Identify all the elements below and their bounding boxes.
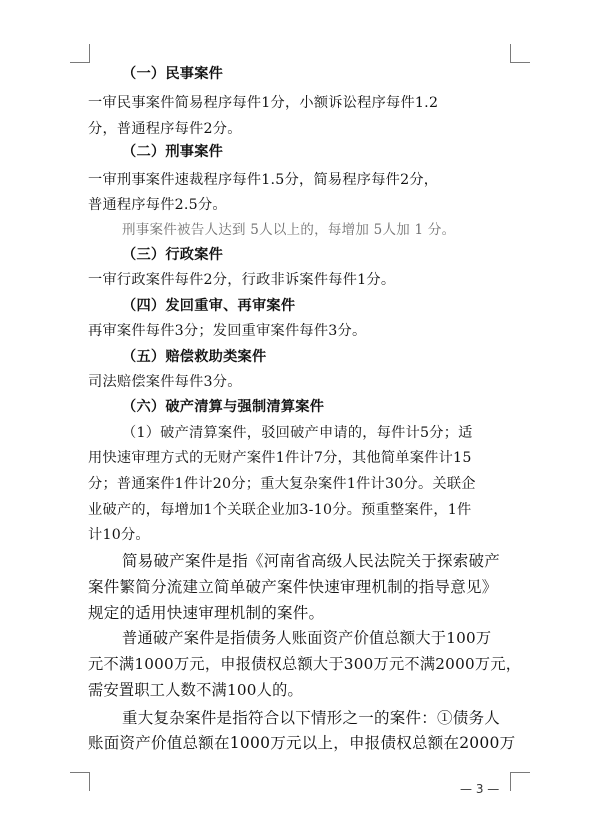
paragraph-line: 重大复杂案件是指符合以下情形之一的案件：①债务人 — [122, 709, 501, 727]
paragraph-line: 一审行政案件每件2分，行政非诉案件每件1分。 — [88, 272, 396, 288]
crop-mark-top-right-v — [510, 44, 511, 63]
crop-mark-top-right-h — [510, 62, 530, 63]
paragraph-line: 一审刑事案件速裁程序每件1.5分，简易程序每件2分， — [88, 172, 439, 188]
heading-civil-cases: （一）民事案件 — [122, 66, 224, 82]
heading-administrative-cases: （三）行政案件 — [122, 247, 224, 263]
crop-mark-top-left-h — [70, 62, 90, 63]
heading-retrial-cases: （四）发回重审、再审案件 — [122, 298, 296, 314]
crop-mark-bottom-left-h — [70, 772, 90, 773]
paragraph-line: 案件繁简分流建立简单破产案件快速审理机制的指导意见》 — [88, 578, 498, 596]
paragraph-line: 用快速审理方式的无财产案件1件计7分，其他简单案件计15 — [88, 450, 472, 466]
paragraph-line: 规定的适用快速审理机制的案件。 — [88, 604, 325, 622]
heading-compensation-cases: （五）赔偿救助类案件 — [122, 349, 267, 365]
paragraph-line: 账面资产价值总额在1000万元以上，申报债权总额在2000万 — [88, 734, 516, 752]
heading-bankruptcy-cases: （六）破产清算与强制清算案件 — [122, 399, 325, 415]
paragraph-line: 分；普通案件1件计20分；重大复杂案件1件计30分。关联企 — [88, 476, 476, 492]
crop-mark-bottom-right-v — [510, 772, 511, 791]
paragraph-line: 一审民事案件简易程序每件1分，小额诉讼程序每件1.2 — [88, 95, 439, 111]
paragraph-line: 计10分。 — [88, 527, 150, 543]
crop-mark-bottom-right-h — [510, 772, 530, 773]
crop-mark-bottom-left-v — [89, 772, 90, 791]
crop-mark-top-left-v — [89, 44, 90, 63]
criminal-defendant-note: 刑事案件被告人达到 5人以上的，每增加 5人加 1 分。 — [122, 222, 456, 238]
paragraph-line: 分，普通程序每件2分。 — [88, 121, 242, 137]
paragraph-line: 普通破产案件是指债务人账面资产价值总额大于100万 — [122, 629, 492, 647]
paragraph-line: 元不满1000万元，申报债权总额大于300万元不满2000万元， — [88, 655, 522, 673]
paragraph-line: （1）破产清算案件，驳回破产申请的，每件计5分；适 — [122, 425, 473, 441]
paragraph-line: 再审案件每件3分；发回重审案件每件3分。 — [88, 323, 367, 339]
page-number: — 3 — — [460, 782, 500, 796]
paragraph-line: 业破产的，每增加1个关联企业加3-10分。预重整案件，1件 — [88, 502, 472, 518]
paragraph-line: 简易破产案件是指《河南省高级人民法院关于探索破产 — [122, 552, 501, 570]
paragraph-line: 需安置职工人数不满100人的。 — [88, 681, 303, 699]
paragraph-line: 司法赔偿案件每件3分。 — [88, 374, 242, 390]
heading-criminal-cases: （二）刑事案件 — [122, 144, 224, 160]
paragraph-line: 普通程序每件2.5分。 — [88, 197, 227, 213]
